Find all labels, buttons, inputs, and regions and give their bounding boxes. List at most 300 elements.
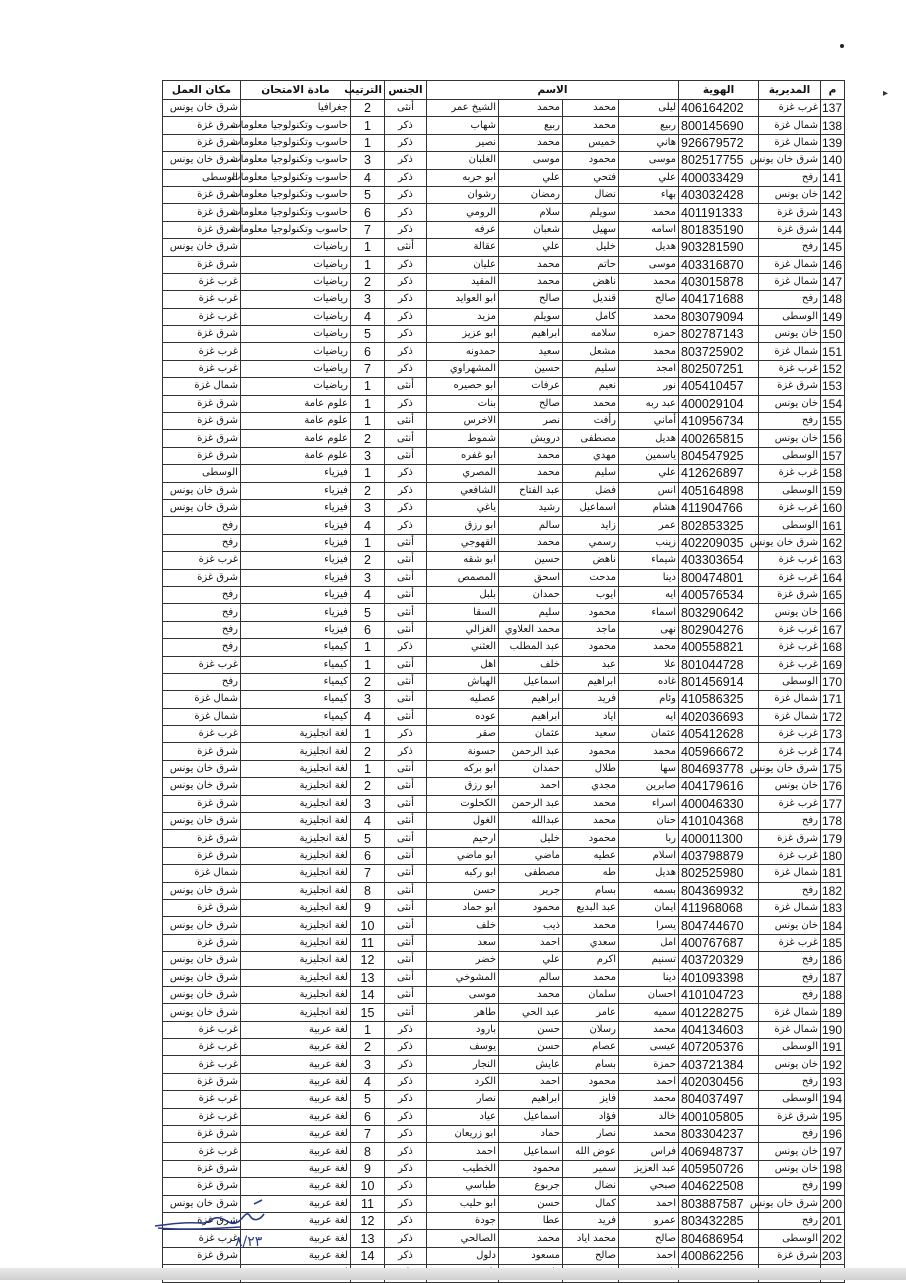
table-row (162, 1039, 844, 1056)
cell-workplace: غرب غزة (162, 1021, 240, 1038)
cell-directorate: غرب غزة (759, 639, 821, 656)
cell-grandfather-name: عبد الفتاح (499, 482, 563, 499)
cell-row-index: 180 (821, 847, 845, 864)
table-row (162, 343, 844, 360)
cell-gender: ذكر (384, 1213, 426, 1230)
cell-gender: ذكر (384, 1056, 426, 1073)
cell-id-number: 400011300 (679, 830, 759, 847)
cell-exam-subject: رياضيات (240, 239, 350, 256)
cell-father-name: محمود (563, 1073, 619, 1090)
cell-workplace: شرق غزة (162, 1247, 240, 1264)
table-row (162, 430, 844, 447)
cell-first-name: غاده (619, 673, 679, 690)
cell-first-name: اسراء (619, 795, 679, 812)
table-row (162, 986, 844, 1003)
cell-grandfather-name: محمد (499, 100, 563, 117)
cell-id-number: 802517755 (679, 152, 759, 169)
cell-father-name: سهيل (563, 221, 619, 238)
cell-exam-subject: فيزياء (240, 569, 350, 586)
cell-row-index: 137 (821, 100, 845, 117)
cell-rank: 12 (350, 1213, 384, 1230)
cell-gender: أنثى (384, 413, 426, 430)
cell-directorate: شرق غزة (759, 1108, 821, 1125)
table-row (162, 273, 844, 290)
cell-grandfather-name: حسن (499, 1195, 563, 1212)
cell-gender: ذكر (384, 1160, 426, 1177)
table-row (162, 169, 844, 186)
cell-workplace: غرب غزة (162, 1056, 240, 1073)
cell-rank: 2 (350, 1039, 384, 1056)
cell-family-name: عياد (426, 1108, 498, 1125)
cell-grandfather-name: عايش (499, 1056, 563, 1073)
cell-father-name: محمد (563, 117, 619, 134)
header-rank: الترتيب (350, 81, 384, 100)
cell-gender: ذكر (384, 1247, 426, 1264)
table-row (162, 760, 844, 777)
cell-first-name: ايمان (619, 899, 679, 916)
cell-first-name: اسماء (619, 604, 679, 621)
cell-grandfather-name: رمضان (499, 186, 563, 203)
cell-grandfather-name: علي (499, 239, 563, 256)
cell-workplace: شرق غزة (162, 447, 240, 464)
cell-first-name: خالد (619, 1108, 679, 1125)
cell-first-name: محمد (619, 273, 679, 290)
cell-id-number: 412626897 (679, 465, 759, 482)
cell-first-name: نهى (619, 621, 679, 638)
cell-father-name: محمود (563, 830, 619, 847)
cell-father-name: اسماعيل (563, 499, 619, 516)
cell-first-name: دينا (619, 969, 679, 986)
cell-rank: 13 (350, 969, 384, 986)
cell-directorate: غرب غزة (759, 934, 821, 951)
cell-row-index: 156 (821, 430, 845, 447)
cell-workplace: شرق خان يونس (162, 239, 240, 256)
cell-family-name: اهل (426, 656, 498, 673)
cell-first-name: يسرا (619, 917, 679, 934)
cell-id-number: 406164202 (679, 100, 759, 117)
cell-first-name: محمد (619, 1126, 679, 1143)
cell-family-name: خلف (426, 917, 498, 934)
cell-rank: 1 (350, 760, 384, 777)
cell-first-name: ليلى (619, 100, 679, 117)
cell-rank: 1 (350, 656, 384, 673)
cell-directorate: رفح (759, 1178, 821, 1195)
cell-id-number: 407205376 (679, 1039, 759, 1056)
cell-gender: ذكر (384, 1195, 426, 1212)
cell-row-index: 193 (821, 1073, 845, 1090)
cell-directorate: الوسطى (759, 308, 821, 325)
cell-rank: 9 (350, 1160, 384, 1177)
cell-family-name: الاخرس (426, 413, 498, 430)
cell-father-name: ابراهيم (563, 673, 619, 690)
cell-exam-subject: حاسوب وتكنولوجيا معلومات (240, 204, 350, 221)
cell-exam-subject: رياضيات (240, 256, 350, 273)
header-gender: الجنس (384, 81, 426, 100)
cell-gender: ذكر (384, 256, 426, 273)
cell-grandfather-name: رشيد (499, 499, 563, 516)
cell-family-name: ابو حصيره (426, 378, 498, 395)
cell-workplace: شرق خان يونس (162, 1004, 240, 1021)
table-row (162, 621, 844, 638)
table-row (162, 1021, 844, 1038)
cell-exam-subject: لغة عربية (240, 1073, 350, 1090)
cell-directorate: غرب غزة (759, 552, 821, 569)
cell-row-index: 165 (821, 586, 845, 603)
cell-first-name: بسمه (619, 882, 679, 899)
cell-directorate: رفح (759, 169, 821, 186)
cell-workplace: غرب غزة (162, 291, 240, 308)
cell-family-name: سعد (426, 934, 498, 951)
cell-family-name: ابو ماضي (426, 847, 498, 864)
cell-family-name: ابو غفره (426, 447, 498, 464)
cell-grandfather-name: جربوع (499, 1178, 563, 1195)
table-row (162, 482, 844, 499)
table-row (162, 1160, 844, 1177)
cell-first-name: اسامه (619, 221, 679, 238)
cell-rank: 1 (350, 117, 384, 134)
cell-workplace: غرب غزة (162, 1230, 240, 1247)
cell-row-index: 168 (821, 639, 845, 656)
cell-rank: 1 (350, 239, 384, 256)
cell-grandfather-name: محمد (499, 256, 563, 273)
cell-gender: ذكر (384, 152, 426, 169)
cell-id-number: 400576534 (679, 586, 759, 603)
cell-family-name: الكحلوت (426, 795, 498, 812)
cell-workplace: شرق خان يونس (162, 499, 240, 516)
cell-id-number: 804693778 (679, 760, 759, 777)
cell-family-name: العثني (426, 639, 498, 656)
cell-rank: 12 (350, 952, 384, 969)
cell-first-name: صالح (619, 291, 679, 308)
scan-speck (840, 44, 844, 48)
cell-father-name: كمال (563, 1195, 619, 1212)
cell-first-name: ايه (619, 708, 679, 725)
cell-workplace: شمال غزة (162, 865, 240, 882)
cell-rank: 7 (350, 360, 384, 377)
table-row (162, 204, 844, 221)
cell-family-name: الشافعي (426, 482, 498, 499)
cell-exam-subject: لغة انجليزية (240, 726, 350, 743)
cell-gender: أنثى (384, 917, 426, 934)
cell-row-index: 174 (821, 743, 845, 760)
table-row (162, 413, 844, 430)
cell-gender: أنثى (384, 378, 426, 395)
cell-exam-subject: لغة انجليزية (240, 795, 350, 812)
cell-rank: 14 (350, 986, 384, 1003)
cell-first-name: محمد (619, 1091, 679, 1108)
cell-id-number: 402036693 (679, 708, 759, 725)
cell-rank: 1 (350, 726, 384, 743)
cell-directorate: غرب غزة (759, 360, 821, 377)
cell-id-number: 400105805 (679, 1108, 759, 1125)
cell-exam-subject: حاسوب وتكنولوجيا معلومات (240, 134, 350, 151)
cell-father-name: عوض الله (563, 1143, 619, 1160)
cell-father-name: بسام (563, 1056, 619, 1073)
cell-directorate: شمال غزة (759, 1021, 821, 1038)
cell-id-number: 803290642 (679, 604, 759, 621)
cell-family-name: عليان (426, 256, 498, 273)
cell-grandfather-name: عبد الحي (499, 1004, 563, 1021)
cell-row-index: 182 (821, 882, 845, 899)
cell-rank: 7 (350, 865, 384, 882)
cell-family-name: ابو رزق (426, 517, 498, 534)
cell-directorate: خان يونس (759, 395, 821, 412)
cell-exam-subject: فيزياء (240, 604, 350, 621)
corner-mark: ▸ (883, 88, 889, 99)
cell-exam-subject: فيزياء (240, 552, 350, 569)
cell-workplace: شرق خان يونس (162, 986, 240, 1003)
cell-rank: 5 (350, 186, 384, 203)
cell-gender: ذكر (384, 360, 426, 377)
cell-directorate: الوسطى (759, 1230, 821, 1247)
cell-rank: 3 (350, 447, 384, 464)
cell-rank: 2 (350, 482, 384, 499)
cell-first-name: عيسى (619, 1039, 679, 1056)
cell-exam-subject: علوم عامة (240, 430, 350, 447)
cell-gender: أنثى (384, 621, 426, 638)
cell-id-number: 803725902 (679, 343, 759, 360)
cell-workplace: غرب غزة (162, 343, 240, 360)
cell-workplace: غرب غزة (162, 360, 240, 377)
cell-gender: ذكر (384, 308, 426, 325)
cell-father-name: محمود (563, 639, 619, 656)
cell-rank: 4 (350, 1073, 384, 1090)
cell-workplace: شرق غزة (162, 1073, 240, 1090)
cell-family-name: ابو بركه (426, 760, 498, 777)
cell-row-index: 155 (821, 413, 845, 430)
cell-rank: 8 (350, 1143, 384, 1160)
cell-grandfather-name: حسين (499, 360, 563, 377)
cell-grandfather-name: محمد (499, 273, 563, 290)
cell-gender: أنثى (384, 952, 426, 969)
cell-workplace: شرق خان يونس (162, 952, 240, 969)
table-row (162, 830, 844, 847)
header-index: م (821, 81, 845, 100)
cell-grandfather-name: احمد (499, 934, 563, 951)
cell-first-name: انس (619, 482, 679, 499)
cell-workplace: غرب غزة (162, 273, 240, 290)
cell-father-name: محمد (563, 100, 619, 117)
cell-row-index: 181 (821, 865, 845, 882)
cell-grandfather-name: سلام (499, 204, 563, 221)
cell-family-name: عرفه (426, 221, 498, 238)
cell-first-name: ربيع (619, 117, 679, 134)
cell-workplace: رفح (162, 673, 240, 690)
cell-exam-subject: رياضيات (240, 343, 350, 360)
cell-directorate: شرق غزة (759, 378, 821, 395)
cell-grandfather-name: اسحق (499, 569, 563, 586)
cell-row-index: 139 (821, 134, 845, 151)
cell-rank: 2 (350, 552, 384, 569)
cell-first-name: دينا (619, 569, 679, 586)
cell-rank: 4 (350, 169, 384, 186)
cell-id-number: 802507251 (679, 360, 759, 377)
cell-grandfather-name: محمد (499, 986, 563, 1003)
cell-row-index: 154 (821, 395, 845, 412)
cell-first-name: محمد (619, 743, 679, 760)
cell-father-name: مدحت (563, 569, 619, 586)
cell-row-index: 203 (821, 1247, 845, 1264)
cell-directorate: غرب غزة (759, 569, 821, 586)
cell-grandfather-name: ابراهيم (499, 1091, 563, 1108)
cell-exam-subject: رياضيات (240, 360, 350, 377)
cell-father-name: محمد (563, 917, 619, 934)
cell-row-index: 162 (821, 534, 845, 551)
cell-family-name: حسن (426, 882, 498, 899)
table-row (162, 726, 844, 743)
cell-family-name: المصري (426, 465, 498, 482)
cell-first-name: عبد العزيز (619, 1160, 679, 1177)
cell-directorate: رفح (759, 413, 821, 430)
cell-id-number: 804037497 (679, 1091, 759, 1108)
table-row (162, 465, 844, 482)
cell-id-number: 406948737 (679, 1143, 759, 1160)
cell-grandfather-name: اسماعيل (499, 1108, 563, 1125)
cell-exam-subject: علوم عامة (240, 447, 350, 464)
cell-row-index: 142 (821, 186, 845, 203)
cell-workplace: رفح (162, 517, 240, 534)
cell-id-number: 403721384 (679, 1056, 759, 1073)
cell-directorate: خان يونس (759, 1160, 821, 1177)
cell-first-name: موسى (619, 152, 679, 169)
cell-gender: أنثى (384, 760, 426, 777)
table-row (162, 395, 844, 412)
cell-family-name: ابو زريعان (426, 1126, 498, 1143)
cell-exam-subject: حاسوب وتكنولوجيا معلومات (240, 152, 350, 169)
cell-workplace: رفح (162, 621, 240, 638)
cell-gender: ذكر (384, 186, 426, 203)
cell-grandfather-name: سويلم (499, 308, 563, 325)
cell-family-name: المقيد (426, 273, 498, 290)
cell-exam-subject: علوم عامة (240, 413, 350, 430)
cell-grandfather-name: محمد (499, 447, 563, 464)
cell-rank: 6 (350, 343, 384, 360)
cell-grandfather-name: جرير (499, 882, 563, 899)
cell-family-name: خضر (426, 952, 498, 969)
cell-first-name: ياسمين (619, 447, 679, 464)
cell-gender: ذكر (384, 291, 426, 308)
cell-grandfather-name: محمد (499, 134, 563, 151)
cell-row-index: 177 (821, 795, 845, 812)
cell-exam-subject: لغة انجليزية (240, 865, 350, 882)
cell-family-name: السقا (426, 604, 498, 621)
cell-rank: 6 (350, 1108, 384, 1125)
cell-father-name: محمد (563, 795, 619, 812)
cell-grandfather-name: سليم (499, 604, 563, 621)
cell-exam-subject: لغة عربية (240, 1160, 350, 1177)
table-row (162, 708, 844, 725)
cell-family-name: الهباش (426, 673, 498, 690)
cell-exam-subject: فيزياء (240, 586, 350, 603)
cell-row-index: 192 (821, 1056, 845, 1073)
cell-first-name: أماني (619, 413, 679, 430)
cell-row-index: 149 (821, 308, 845, 325)
cell-grandfather-name: حسين (499, 552, 563, 569)
cell-rank: 14 (350, 1247, 384, 1264)
cell-exam-subject: لغة عربية (240, 1178, 350, 1195)
cell-father-name: ناهض (563, 552, 619, 569)
cell-gender: أنثى (384, 100, 426, 117)
cell-workplace: رفح (162, 534, 240, 551)
cell-family-name: الغول (426, 813, 498, 830)
cell-workplace: شرق خان يونس (162, 152, 240, 169)
cell-directorate: شرق غزة (759, 1247, 821, 1264)
cell-gender: أنثى (384, 934, 426, 951)
cell-workplace: شرق غزة (162, 134, 240, 151)
cell-first-name: هديل (619, 865, 679, 882)
cell-exam-subject: لغة انجليزية (240, 830, 350, 847)
cell-gender: ذكر (384, 1143, 426, 1160)
cell-gender: أنثى (384, 795, 426, 812)
cell-workplace: شرق خان يونس (162, 917, 240, 934)
cell-workplace: غرب غزة (162, 726, 240, 743)
cell-grandfather-name: ربيع (499, 117, 563, 134)
cell-first-name: زينب (619, 534, 679, 551)
cell-rank: 13 (350, 1230, 384, 1247)
cell-family-name: عصليه (426, 691, 498, 708)
cell-row-index: 186 (821, 952, 845, 969)
cell-row-index: 163 (821, 552, 845, 569)
cell-directorate: شمال غزة (759, 343, 821, 360)
cell-grandfather-name: حسن (499, 1039, 563, 1056)
cell-family-name: الكرد (426, 1073, 498, 1090)
cell-workplace: شرق غزة (162, 830, 240, 847)
cell-id-number: 410956734 (679, 413, 759, 430)
cell-gender: ذكر (384, 465, 426, 482)
cell-rank: 4 (350, 813, 384, 830)
cell-row-index: 159 (821, 482, 845, 499)
table-row (162, 291, 844, 308)
cell-rank: 10 (350, 917, 384, 934)
cell-grandfather-name: خلف (499, 656, 563, 673)
page-bottom-edge (0, 1268, 906, 1280)
cell-rank: 2 (350, 673, 384, 690)
cell-row-index: 143 (821, 204, 845, 221)
cell-exam-subject: لغة انجليزية (240, 969, 350, 986)
cell-grandfather-name: مصطفى (499, 865, 563, 882)
cell-family-name: ابو العوايد (426, 291, 498, 308)
cell-workplace: الوسطى (162, 169, 240, 186)
cell-family-name: الغزالي (426, 621, 498, 638)
cell-father-name: زايد (563, 517, 619, 534)
cell-exam-subject: حاسوب وتكنولوجيا معلومات (240, 186, 350, 203)
cell-directorate: شمال غزة (759, 273, 821, 290)
table-row (162, 969, 844, 986)
cell-id-number: 800474801 (679, 569, 759, 586)
cell-directorate: شمال غزة (759, 256, 821, 273)
cell-gender: أنثى (384, 691, 426, 708)
cell-grandfather-name: اسماعيل (499, 673, 563, 690)
header-subject: مادة الامتحان (240, 81, 350, 100)
cell-rank: 3 (350, 691, 384, 708)
cell-family-name: ابو رزق (426, 778, 498, 795)
cell-gender: أنثى (384, 534, 426, 551)
cell-father-name: قنديل (563, 291, 619, 308)
cell-father-name: فؤاد (563, 1108, 619, 1125)
header-workplace: مكان العمل (162, 81, 240, 100)
cell-directorate: خان يونس (759, 604, 821, 621)
table-row (162, 1056, 844, 1073)
cell-gender: ذكر (384, 117, 426, 134)
cell-rank: 2 (350, 743, 384, 760)
cell-grandfather-name: احمد (499, 778, 563, 795)
cell-id-number: 411968068 (679, 899, 759, 916)
cell-row-index: 152 (821, 360, 845, 377)
cell-gender: ذكر (384, 343, 426, 360)
cell-first-name: حمزة (619, 1056, 679, 1073)
table-row (162, 813, 844, 830)
table-row (162, 1091, 844, 1108)
